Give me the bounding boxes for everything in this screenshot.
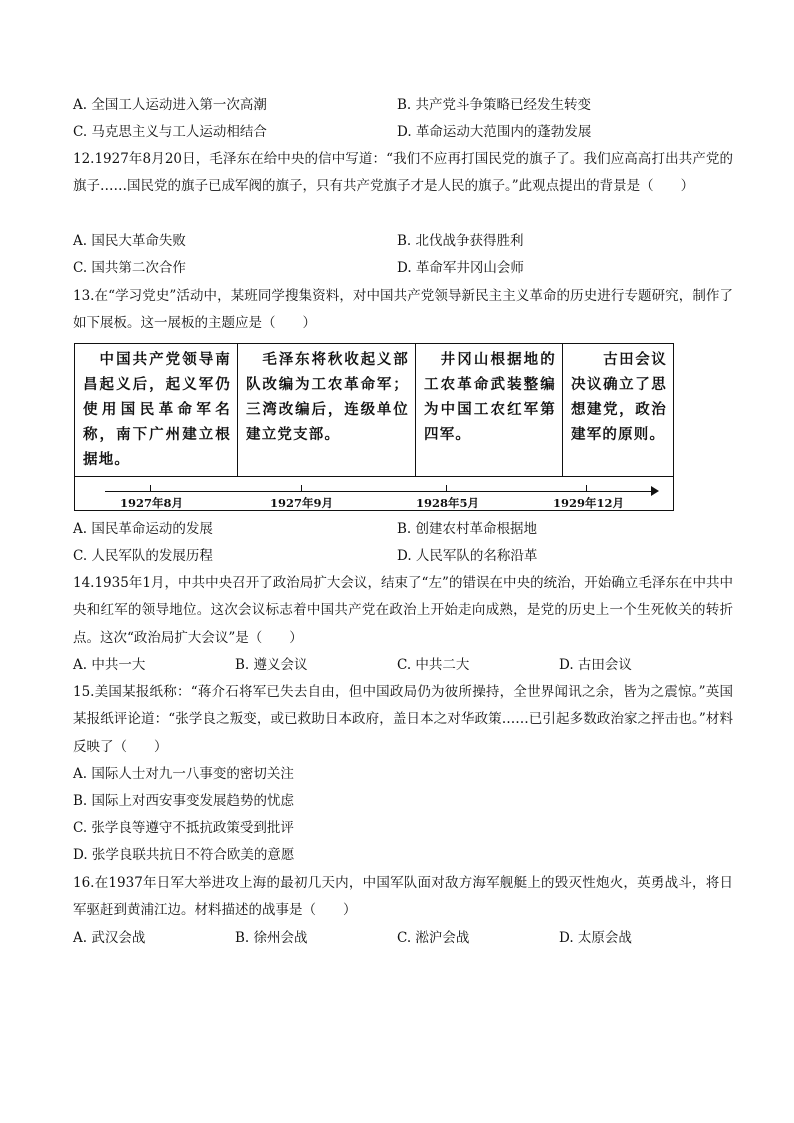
q11-option-b[interactable]: B. 共产党斗争策略已经发生转变 — [397, 97, 592, 113]
timeline-date-2: 1927年9月 — [270, 496, 334, 510]
timeline-axis — [105, 491, 653, 492]
q11-option-a[interactable]: A. 全国工人运动进入第一次高潮 — [73, 97, 267, 113]
q13-options-row-1 — [73, 519, 734, 539]
q15-option-c-row — [73, 818, 734, 838]
q12-option-c[interactable]: C. 国共第二次合作 — [73, 260, 186, 276]
q15-option-d-row — [73, 845, 734, 865]
q13-option-c[interactable]: C. 人民军队的发展历程 — [73, 548, 213, 564]
q11-option-d[interactable]: D. 革命运动大范围内的蓬勃发展 — [397, 124, 592, 140]
q14-option-d[interactable]: D. 古田会议 — [559, 657, 632, 673]
timeline-tick — [301, 485, 302, 491]
q15-option-b-row — [73, 791, 734, 811]
timeline-arrow-icon — [651, 486, 659, 496]
timeline-date-3: 1928年5月 — [416, 496, 480, 510]
timeline-tick — [586, 485, 587, 491]
exhibit-panel-4: 古田会议决议确立了思想建党，政治建军的原则。 — [571, 352, 667, 443]
exhibit-panel-3: 井冈山根据地的工农革命武装整编为中国工农红军第四军。 — [424, 352, 556, 443]
q16-option-a[interactable]: A. 武汉会战 — [73, 930, 146, 946]
q13-options-row-2 — [73, 546, 734, 566]
q15-option-c[interactable]: C. 张学良等遵守不抵抗政策受到批评 — [73, 820, 294, 836]
q11-options-row-2 — [73, 122, 734, 142]
timeline-tick — [150, 485, 151, 491]
q13-exhibit-board — [74, 343, 674, 511]
q12-options-row-1 — [73, 231, 734, 251]
q14-options-row — [73, 655, 734, 675]
exhibit-panel-1: 中国共产党领导南昌起义后，起义军仍使用国民革命军名称，南下广州建立根据地。 — [83, 352, 231, 468]
q16-option-d[interactable]: D. 太原会战 — [559, 930, 632, 946]
timeline-date-1: 1927年8月 — [120, 496, 184, 510]
q14-option-b[interactable]: B. 遵义会议 — [235, 657, 308, 673]
q12-option-a[interactable]: A. 国民大革命失败 — [73, 233, 186, 249]
q11-options-row-1 — [73, 95, 734, 115]
q15-option-a-row — [73, 764, 734, 784]
exhibit-separator — [75, 476, 673, 477]
q13-option-d[interactable]: D. 人民军队的名称沿革 — [397, 548, 538, 564]
q15-option-a[interactable]: A. 国际人士对九一八事变的密切关注 — [73, 766, 294, 782]
q15-stem: 15.美国某报纸称：“蒋介石将军已失去自由，但中国政局仍为彼所操持，全世界闻讯之余，皆为之震惊。”英国某报纸评论道：“张学良之叛变，或已救助日本政府，盖日本之对华政策……已引起多数政治家之抨击也。”材料反映了（ ） — [73, 684, 733, 755]
q12-stem: 12.1927年8月20日，毛泽东在给中央的信中写道：“我们不应再打国民党的旗子了。我们应高高打出共产党的旗子……国民党的旗子已成军阀的旗子，只有共产党旗子才是人民的旗子。”此观点提出的背景是（ ） — [73, 151, 733, 195]
q13-stem: 13.在“学习党史”活动中，某班同学搜集资料，对中国共产党领导新民主主义革命的历史进行专题研究，制作了如下展板。这一展板的主题应是（ ） — [73, 288, 733, 332]
q13-option-a[interactable]: A. 国民革命运动的发展 — [73, 521, 213, 537]
q15-option-d[interactable]: D. 张学良联共抗日不符合欧美的意愿 — [73, 847, 295, 863]
q16-option-c[interactable]: C. 淞沪会战 — [397, 930, 470, 946]
q14-option-c[interactable]: C. 中共二大 — [397, 657, 470, 673]
q12-options-row-2 — [73, 258, 734, 278]
exhibit-panel-2: 毛泽东将秋收起义部队改编为工农革命军；三湾改编后，连级单位建立党支部。 — [246, 352, 409, 443]
timeline-tick — [446, 485, 447, 491]
q14-option-a[interactable]: A. 中共一大 — [73, 657, 146, 673]
q12-option-b[interactable]: B. 北伐战争获得胜利 — [397, 233, 524, 249]
q16-options-row — [73, 928, 734, 948]
q15-option-b[interactable]: B. 国际上对西安事变发展趋势的忧虑 — [73, 793, 295, 809]
q16-stem: 16.在1937年日军大举进攻上海的最初几天内，中国军队面对敌方海军舰艇上的毁灭性炮火，英勇战斗，将日军驱赶到黄浦江边。材料描述的战事是（ ） — [73, 875, 733, 919]
q12-option-d[interactable]: D. 革命军井冈山会师 — [397, 260, 524, 276]
timeline-date-4: 1929年12月 — [553, 496, 625, 510]
q14-stem: 14.1935年1月，中共中央召开了政治局扩大会议，结束了“左”的错误在中央的统治，开始确立毛泽东在中共中央和红军的领导地位。这次会议标志着中国共产党在政治上开始走向成熟，是党的历史上一个生死攸关的转折点。这次“政治局扩大会议”是（ ） — [73, 575, 733, 646]
q16-option-b[interactable]: B. 徐州会战 — [235, 930, 308, 946]
q11-option-c[interactable]: C. 马克思主义与工人运动相结合 — [73, 124, 267, 140]
q13-option-b[interactable]: B. 创建农村革命根据地 — [397, 521, 538, 537]
